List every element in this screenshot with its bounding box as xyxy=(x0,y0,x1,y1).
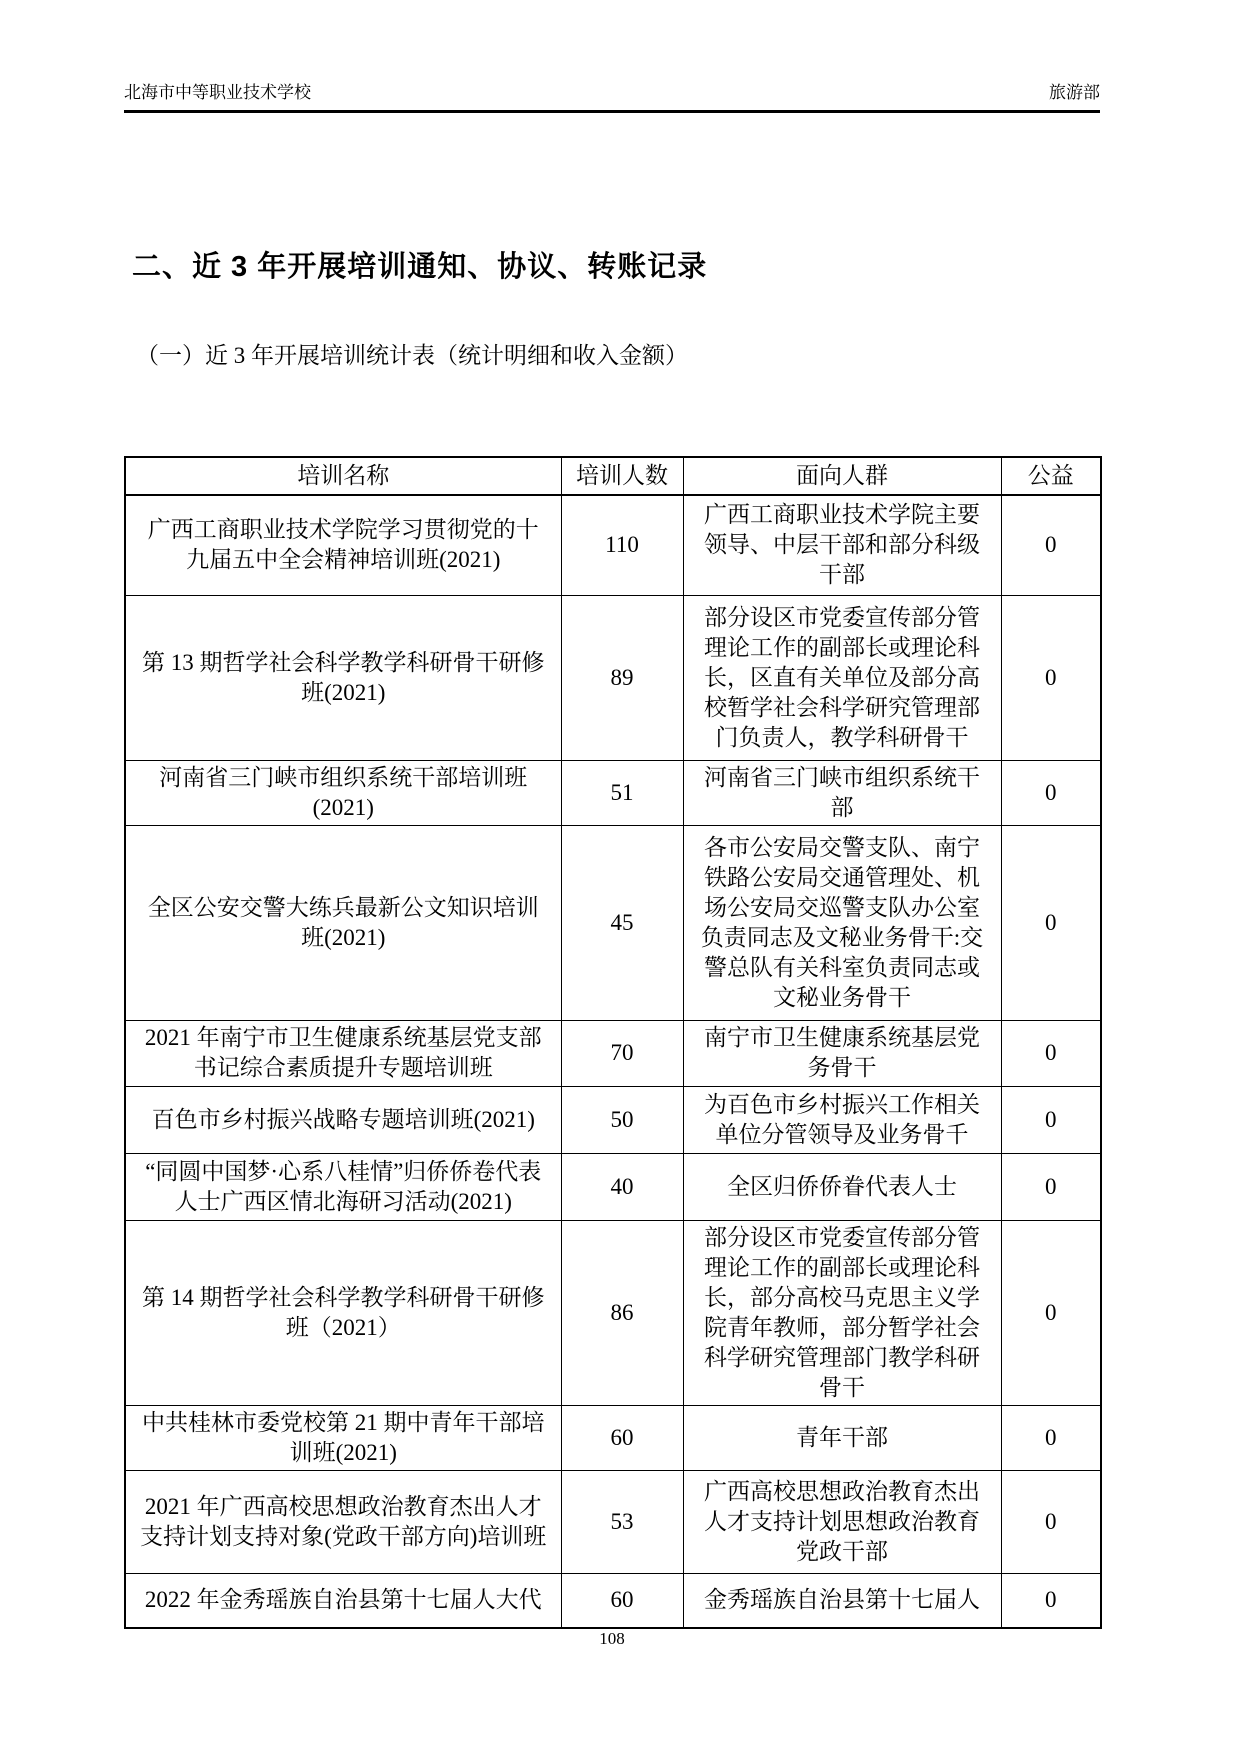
table-header-row xyxy=(125,457,1101,495)
trainee-count-cell: 89 xyxy=(561,595,683,760)
table-body xyxy=(125,495,1101,1628)
col-header-training-name: 培训名称 xyxy=(125,457,561,495)
trainee-count-cell: 60 xyxy=(561,1573,683,1628)
audience-cell: 南宁市卫生健康系统基层党务骨干 xyxy=(683,1020,1001,1086)
trainee-count-cell: 53 xyxy=(561,1470,683,1573)
table-row xyxy=(125,1086,1101,1153)
table-row xyxy=(125,1405,1101,1470)
table-row xyxy=(125,825,1101,1020)
gongyi-cell: 0 xyxy=(1001,825,1101,1020)
training-name-cell: 2021 年南宁市卫生健康系统基层党支部书记综合素质提升专题培训班 xyxy=(125,1020,561,1086)
table-row xyxy=(125,1470,1101,1573)
col-header-trainee-count: 培训人数 xyxy=(561,457,683,495)
audience-cell: 为百色市乡村振兴工作相关单位分管领导及业务骨千 xyxy=(683,1086,1001,1153)
training-name-cell: 百色市乡村振兴战略专题培训班(2021) xyxy=(125,1086,561,1153)
gongyi-cell: 0 xyxy=(1001,1573,1101,1628)
training-name-cell: 2022 年金秀瑶族自治县第十七届人大代 xyxy=(125,1573,561,1628)
audience-cell: 广西高校思想政治教育杰出人才支持计划思想政治教育党政干部 xyxy=(683,1470,1001,1573)
table-row xyxy=(125,595,1101,760)
audience-cell: 广西工商职业技术学院主要领导、中层干部和部分科级干部 xyxy=(683,495,1001,595)
gongyi-cell: 0 xyxy=(1001,1086,1101,1153)
section-title: 二、近 3 年开展培训通知、协议、转账记录 xyxy=(132,251,708,283)
audience-cell: 金秀瑶族自治县第十七届人 xyxy=(683,1573,1001,1628)
training-name-cell: 第 14 期哲学社会科学教学科研骨干研修班（2021） xyxy=(125,1220,561,1405)
subsection-title: （一）近 3 年开展培训统计表（统计明细和收入金额） xyxy=(136,343,688,368)
table-header xyxy=(125,457,1101,495)
training-name-cell: 第 13 期哲学社会科学教学科研骨干研修班(2021) xyxy=(125,595,561,760)
trainee-count-cell: 50 xyxy=(561,1086,683,1153)
gongyi-cell: 0 xyxy=(1001,760,1101,825)
trainee-count-cell: 40 xyxy=(561,1153,683,1220)
gongyi-cell: 0 xyxy=(1001,1020,1101,1086)
page-header xyxy=(124,82,1100,104)
trainee-count-cell: 60 xyxy=(561,1405,683,1470)
audience-cell: 部分设区市党委宣传部分管理论工作的副部长或理论科长，区直有关单位及部分高校暂学社会科学研究管理部门负责人，教学科研骨干 xyxy=(683,595,1001,760)
gongyi-cell: 0 xyxy=(1001,1470,1101,1573)
training-name-cell: 2021 年广西高校思想政治教育杰出人才支持计划支持对象(党政干部方向)培训班 xyxy=(125,1470,561,1573)
training-name-cell: 中共桂林市委党校第 21 期中青年干部培训班(2021) xyxy=(125,1405,561,1470)
training-name-cell: 河南省三门峡市组织系统干部培训班(2021) xyxy=(125,760,561,825)
trainee-count-cell: 45 xyxy=(561,825,683,1020)
table-row xyxy=(125,1153,1101,1220)
training-name-cell: 全区公安交警大练兵最新公文知识培训班(2021) xyxy=(125,825,561,1020)
audience-cell: 全区归侨侨眷代表人士 xyxy=(683,1153,1001,1220)
gongyi-cell: 0 xyxy=(1001,495,1101,595)
gongyi-cell: 0 xyxy=(1001,1153,1101,1220)
table-row xyxy=(125,760,1101,825)
audience-cell: 部分设区市党委宣传部分管理论工作的副部长或理论科长，部分高校马克思主义学院青年教师，部分暂学社会科学研究管理部门教学科研骨干 xyxy=(683,1220,1001,1405)
training-name-cell: “同圆中国梦·心系八桂情”归侨侨卷代表人士广西区情北海研习活动(2021) xyxy=(125,1153,561,1220)
audience-cell: 河南省三门峡市组织系统干部 xyxy=(683,760,1001,825)
training-statistics-table xyxy=(124,456,1102,1629)
page-header-school: 北海市中等职业技术学校 xyxy=(124,83,311,102)
header-rule xyxy=(124,110,1100,113)
gongyi-cell: 0 xyxy=(1001,595,1101,760)
page-number: 108 xyxy=(599,1629,625,1648)
gongyi-cell: 0 xyxy=(1001,1405,1101,1470)
audience-cell: 青年干部 xyxy=(683,1405,1001,1470)
table-row xyxy=(125,495,1101,595)
col-header-audience: 面向人群 xyxy=(683,457,1001,495)
col-header-gongyi: 公益 xyxy=(1001,457,1101,495)
table-row xyxy=(125,1220,1101,1405)
audience-cell: 各市公安局交警支队、南宁铁路公安局交通管理处、机场公安局交巡警支队办公室负责同志及文秘业务骨干:交警总队有关科室负责同志或文秘业务骨干 xyxy=(683,825,1001,1020)
gongyi-cell: 0 xyxy=(1001,1220,1101,1405)
trainee-count-cell: 110 xyxy=(561,495,683,595)
page-header-department: 旅游部 xyxy=(1049,83,1100,102)
trainee-count-cell: 51 xyxy=(561,760,683,825)
table-row xyxy=(125,1020,1101,1086)
trainee-count-cell: 86 xyxy=(561,1220,683,1405)
trainee-count-cell: 70 xyxy=(561,1020,683,1086)
training-name-cell: 广西工商职业技术学院学习贯彻党的十九届五中全会精神培训班(2021) xyxy=(125,495,561,595)
table-row xyxy=(125,1573,1101,1628)
